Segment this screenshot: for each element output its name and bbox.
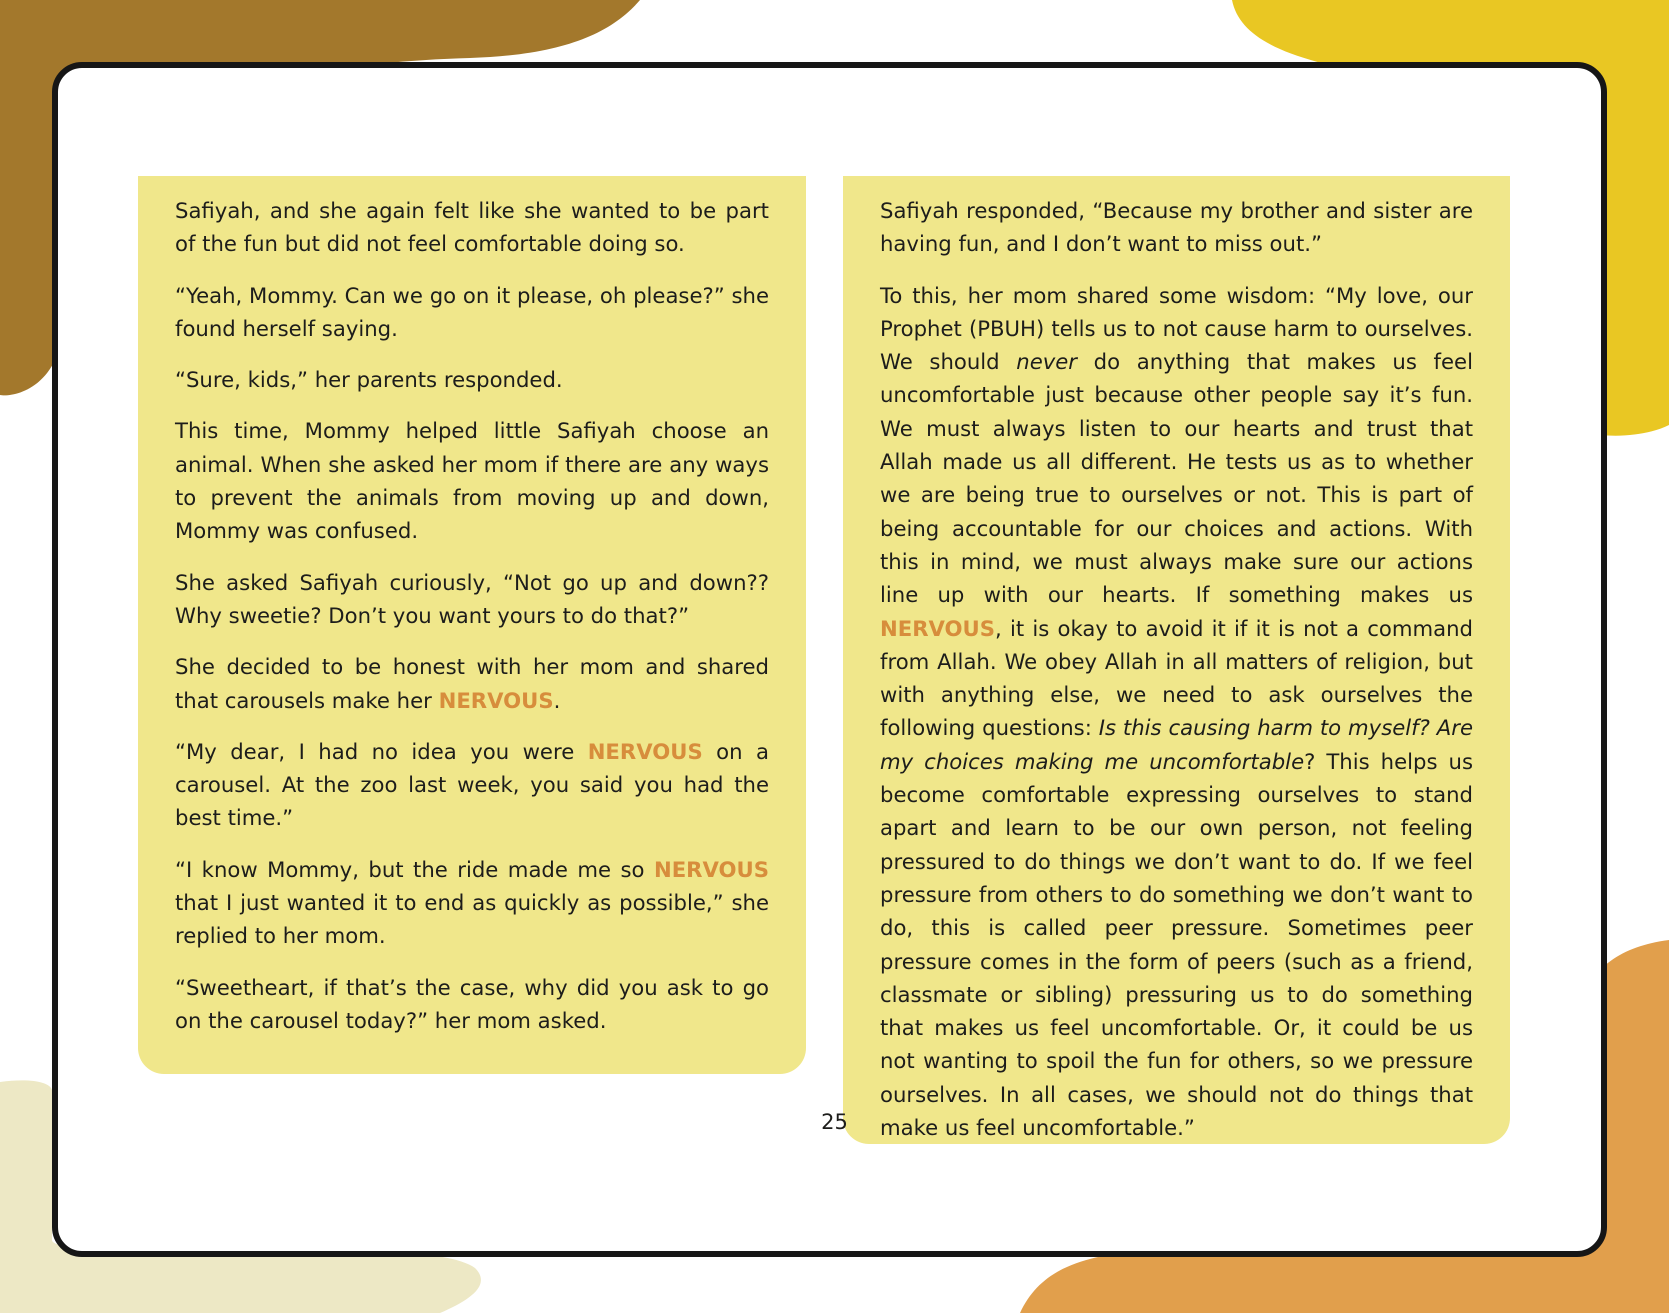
text-run: do anything that makes us feel uncomfortable just because other people say it’s fun. We must always listen to our hearts and trust that Allah made us all different. He tests us as to whether we are being true to ourselves or not. This is part of being accountable for our choices and actions. With this in mind, we must always make sure our actions line up with our hearts. If something makes us	[880, 349, 1473, 608]
emphasis-word: NERVOUS	[587, 738, 703, 764]
text-run: , it is okay to avoid it if it is not a command from Allah. We obey Allah in all matters of religion, but with anything else, we need to ask ourselves the following questions:	[880, 615, 1473, 741]
text-run: that I just wanted it to end as quickly as possible,” she replied to her mom.	[175, 890, 769, 949]
page-number: 25	[821, 1110, 848, 1134]
paragraph: This time, Mommy helped little Safiyah choose an animal. When she asked her mom if there are any ways to prevent the animals from moving up and down, Mommy was confused.	[175, 418, 769, 544]
page-frame	[52, 62, 1607, 1257]
text-run: .	[553, 687, 561, 713]
emphasis-word: NERVOUS	[653, 856, 769, 882]
text-run: ? This helps us become comfortable expressing ourselves to stand apart and learn to be our own person, not feeling pressured to do things we don’t want to do. If we feel pressure from others to do something we don’t want to do, this is called peer pressure. Sometimes peer pressure comes in the form of peers (such as a friend, classmate or sibling) pressuring us to do something that makes us feel uncomfortable. Or, it could be us not wanting to spoil the fun for others, so we pressure ourselves. In all cases, we should not do things that make us feel uncomfortable.”	[880, 748, 1473, 1141]
left-text-panel	[138, 176, 806, 1074]
paragraph	[880, 279, 1473, 1145]
paragraph	[175, 735, 769, 835]
text-run: She decided to be honest with her mom and shared that carousels make her	[175, 654, 769, 713]
emphasis-word: NERVOUS	[438, 687, 554, 713]
emphasis-word: NERVOUS	[880, 615, 996, 641]
paragraph: “Yeah, Mommy. Can we go on it please, oh please?” she found herself saying.	[175, 282, 769, 341]
paragraph: “Sure, kids,” her parents responded.	[175, 367, 563, 393]
text-run: “My dear, I had no idea you were	[175, 738, 588, 764]
text-run: on a carousel. At the zoo last week, you said you had the best time.”	[175, 738, 769, 831]
text-run: “I know Mommy, but the ride made me so	[175, 856, 654, 882]
italic-text: Is this causing harm to myself? Are my choices making me uncomfortable	[880, 715, 1474, 774]
italic-text: never	[1016, 349, 1078, 375]
paragraph: “Sweetheart, if that’s the case, why did you ask to go on the carousel today?” her mom asked.	[175, 974, 769, 1033]
paragraph: She asked Safiyah curiously, “Not go up and down?? Why sweetie? Don’t you want yours to do that?”	[175, 569, 769, 628]
text-run: To this, her mom shared some wisdom: “My love, our Prophet (PBUH) tells us to not cause harm to ourselves. We should	[880, 282, 1473, 375]
paragraph	[175, 650, 769, 717]
right-text-panel	[843, 176, 1510, 1144]
paragraph	[175, 853, 769, 953]
paragraph: Safiyah, and she again felt like she wanted to be part of the fun but did not feel comfortable doing so.	[175, 198, 769, 257]
paragraph: Safiyah responded, “Because my brother and sister are having fun, and I don’t want to miss out.”	[880, 198, 1473, 257]
